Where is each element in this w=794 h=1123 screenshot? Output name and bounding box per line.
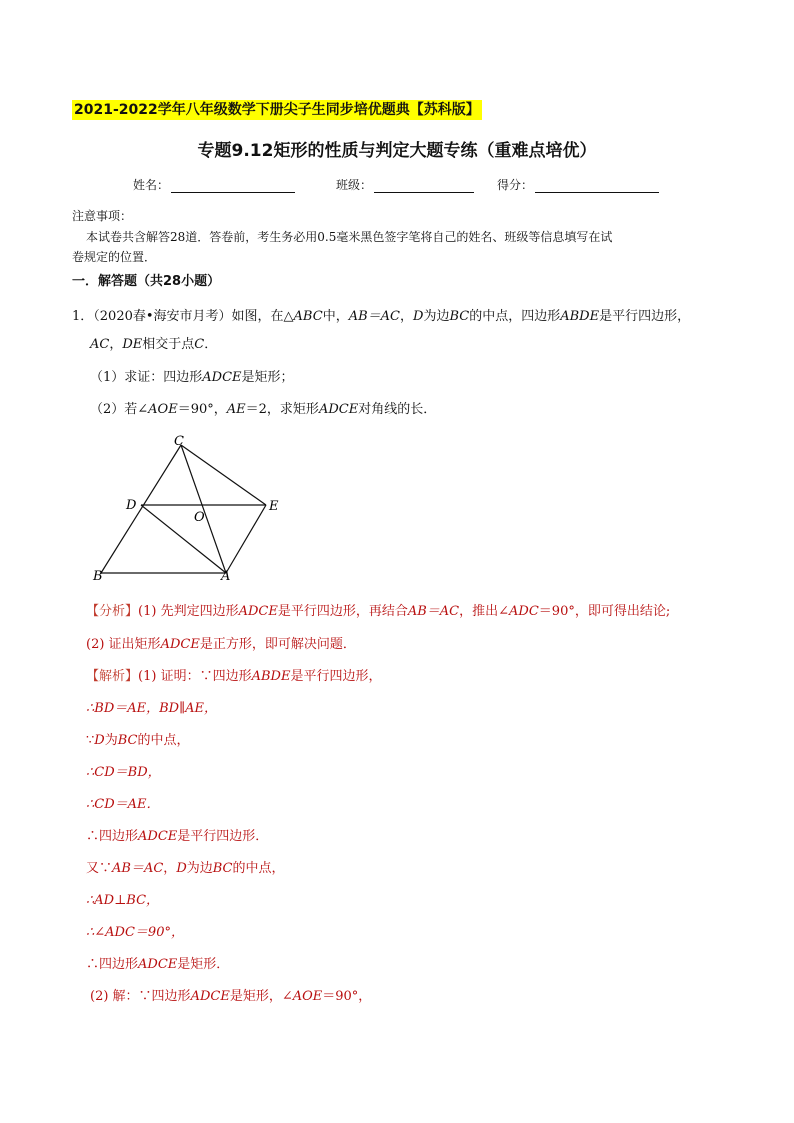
question-number: 1． <box>72 309 94 324</box>
page-title: 专题9.12矩形的性质与判定大题专练（重难点培优） <box>197 141 597 161</box>
stem-text: 相交于点 <box>142 337 195 352</box>
analysis-text: (1) 先判定四边形 <box>138 604 239 619</box>
sub-text: 是矩形； <box>241 370 294 385</box>
geometry-figure <box>88 430 288 585</box>
solution-var: ADCE <box>190 989 230 1004</box>
solution-var: BC <box>117 733 138 748</box>
solution-text: ∴四边形 <box>86 957 139 972</box>
subquestion-1 <box>90 366 294 385</box>
stem-var: DE <box>122 337 143 352</box>
segment-ca <box>181 445 226 573</box>
analysis-line-2 <box>86 633 356 652</box>
sub-var: ADCE <box>202 370 242 385</box>
stem-text: 中， <box>322 309 349 324</box>
stem-text: 是平行四边形， <box>599 309 691 324</box>
question-1-stem-cont <box>90 333 217 352</box>
student-info-row <box>0 176 794 196</box>
solution-line-10 <box>86 953 229 972</box>
solution-var: AOE <box>292 989 323 1004</box>
name-field[interactable] <box>133 176 295 193</box>
question-source: （2020春•海安市月考） <box>93 309 232 324</box>
solution-text: ＝90°， <box>322 989 372 1004</box>
sub-text: 对角线的长． <box>358 402 437 417</box>
solution-line-5: ∴CD＝AE． <box>86 797 160 812</box>
solution-text: 是平行四边形， <box>290 669 382 684</box>
label-d: D <box>126 498 137 513</box>
stem-var: C <box>194 337 205 352</box>
solution-line-1 <box>86 665 381 684</box>
analysis-text: 是正方形，即可解决问题． <box>199 637 356 652</box>
stem-var: AB＝AC <box>348 309 400 324</box>
analysis-text: 是平行四边形，再结合 <box>277 604 408 619</box>
solution-var: ADCE <box>138 829 178 844</box>
solution-var: AB＝AC <box>112 861 164 876</box>
solution-text: ， <box>163 861 177 876</box>
solution-text: 是矩形． <box>177 957 230 972</box>
analysis-text: ，推出∠ <box>459 604 510 619</box>
solution-text: 的中点， <box>232 861 285 876</box>
label-b: B <box>93 569 103 584</box>
solution-line-11 <box>90 985 371 1004</box>
solution-text: 是矩形，∠ <box>229 989 293 1004</box>
solution-var: D <box>94 733 105 748</box>
name-label: 姓名： <box>133 178 170 192</box>
solution-line-8: ∴AD⊥BC， <box>86 893 160 908</box>
section-title: 一．解答题（共28小题） <box>72 274 221 289</box>
stem-text: 为边 <box>423 309 450 324</box>
stem-text: ， <box>109 337 123 352</box>
analysis-var: ADC <box>509 604 539 619</box>
stem-var: ABDE <box>560 309 600 324</box>
class-blank[interactable] <box>374 178 474 193</box>
solution-line-6 <box>86 825 268 844</box>
sub-text: （1）求证：四边形 <box>90 370 203 385</box>
segment-da <box>141 505 226 573</box>
segment-ce <box>181 445 266 505</box>
solution-text: 的中点， <box>137 733 190 748</box>
stem-var: BC <box>449 309 470 324</box>
stem-var: D <box>413 309 424 324</box>
name-blank[interactable] <box>171 178 295 193</box>
solution-text: 为边 <box>186 861 213 876</box>
score-blank[interactable] <box>535 178 659 193</box>
subquestion-2 <box>90 398 436 417</box>
segment-ea <box>226 505 266 573</box>
label-a: A <box>221 569 231 584</box>
sub-var: AOE <box>148 402 178 417</box>
notes-body <box>72 227 726 267</box>
solution-line-9: ∴∠ADC＝90°， <box>86 925 184 940</box>
class-field[interactable] <box>336 176 474 193</box>
class-label: 班级： <box>336 178 373 192</box>
stem-text: 的中点，四边形 <box>469 309 561 324</box>
solution-line-7 <box>86 857 285 876</box>
solution-text: (2) 解：∵四边形 <box>90 989 191 1004</box>
solution-text: (1) 证明：∵四边形 <box>138 669 252 684</box>
solution-text: 为 <box>104 733 118 748</box>
stem-var: AC <box>90 337 110 352</box>
stem-var: ABC <box>293 309 323 324</box>
label-c: C <box>174 434 184 449</box>
solution-line-3 <box>86 729 190 748</box>
stem-text: 如图，在△ <box>231 309 294 324</box>
segment-cb <box>101 445 181 573</box>
notes-title: 注意事项： <box>72 209 133 223</box>
solution-var: ADCE <box>138 957 178 972</box>
course-banner: 2021-2022学年八年级数学下册尖子生同步培优题典【苏科版】 <box>74 102 480 118</box>
solution-var: ABDE <box>251 669 291 684</box>
sub-text: （2）若∠ <box>90 402 149 417</box>
sub-text: ＝90°， <box>177 402 227 417</box>
sub-text: ＝2，求矩形 <box>245 402 319 417</box>
analysis-var: ADCE <box>238 604 278 619</box>
score-label: 得分： <box>497 178 534 192</box>
solution-text: ∴四边形 <box>86 829 139 844</box>
sub-var: AE <box>226 402 246 417</box>
solution-text: 又∵ <box>86 861 113 876</box>
analysis-tag: 【分析】 <box>86 604 139 619</box>
analysis-text: ＝90°，即可得出结论; <box>538 604 671 619</box>
question-1-stem <box>72 302 690 332</box>
label-o: O <box>194 510 205 525</box>
sub-var: ADCE <box>318 402 359 417</box>
analysis-var: ADCE <box>160 637 200 652</box>
solution-line-2: ∴BD＝AE，BD∥AE， <box>86 701 217 716</box>
solution-text: 是平行四边形． <box>177 829 269 844</box>
solution-var: D <box>176 861 187 876</box>
solution-text: ∵ <box>86 733 95 748</box>
notes-line-2: 卷规定的位置． <box>72 250 157 264</box>
label-e: E <box>269 499 279 514</box>
stem-text: ， <box>399 309 413 324</box>
analysis-text: (2) 证出矩形 <box>86 637 161 652</box>
solution-line-4: ∴CD＝BD， <box>86 765 161 780</box>
score-field[interactable] <box>497 176 659 193</box>
analysis-line-1 <box>86 600 670 619</box>
solution-var: BC <box>212 861 233 876</box>
solution-tag: 【解析】 <box>86 669 139 684</box>
stem-text: ． <box>204 337 218 352</box>
analysis-var: AB＝AC <box>407 604 460 619</box>
notes-line-1: 本试卷共含解答28道．答卷前，考生务必用0.5毫米黑色签字笔将自己的姓名、班级等信息填写在试 <box>86 230 613 244</box>
